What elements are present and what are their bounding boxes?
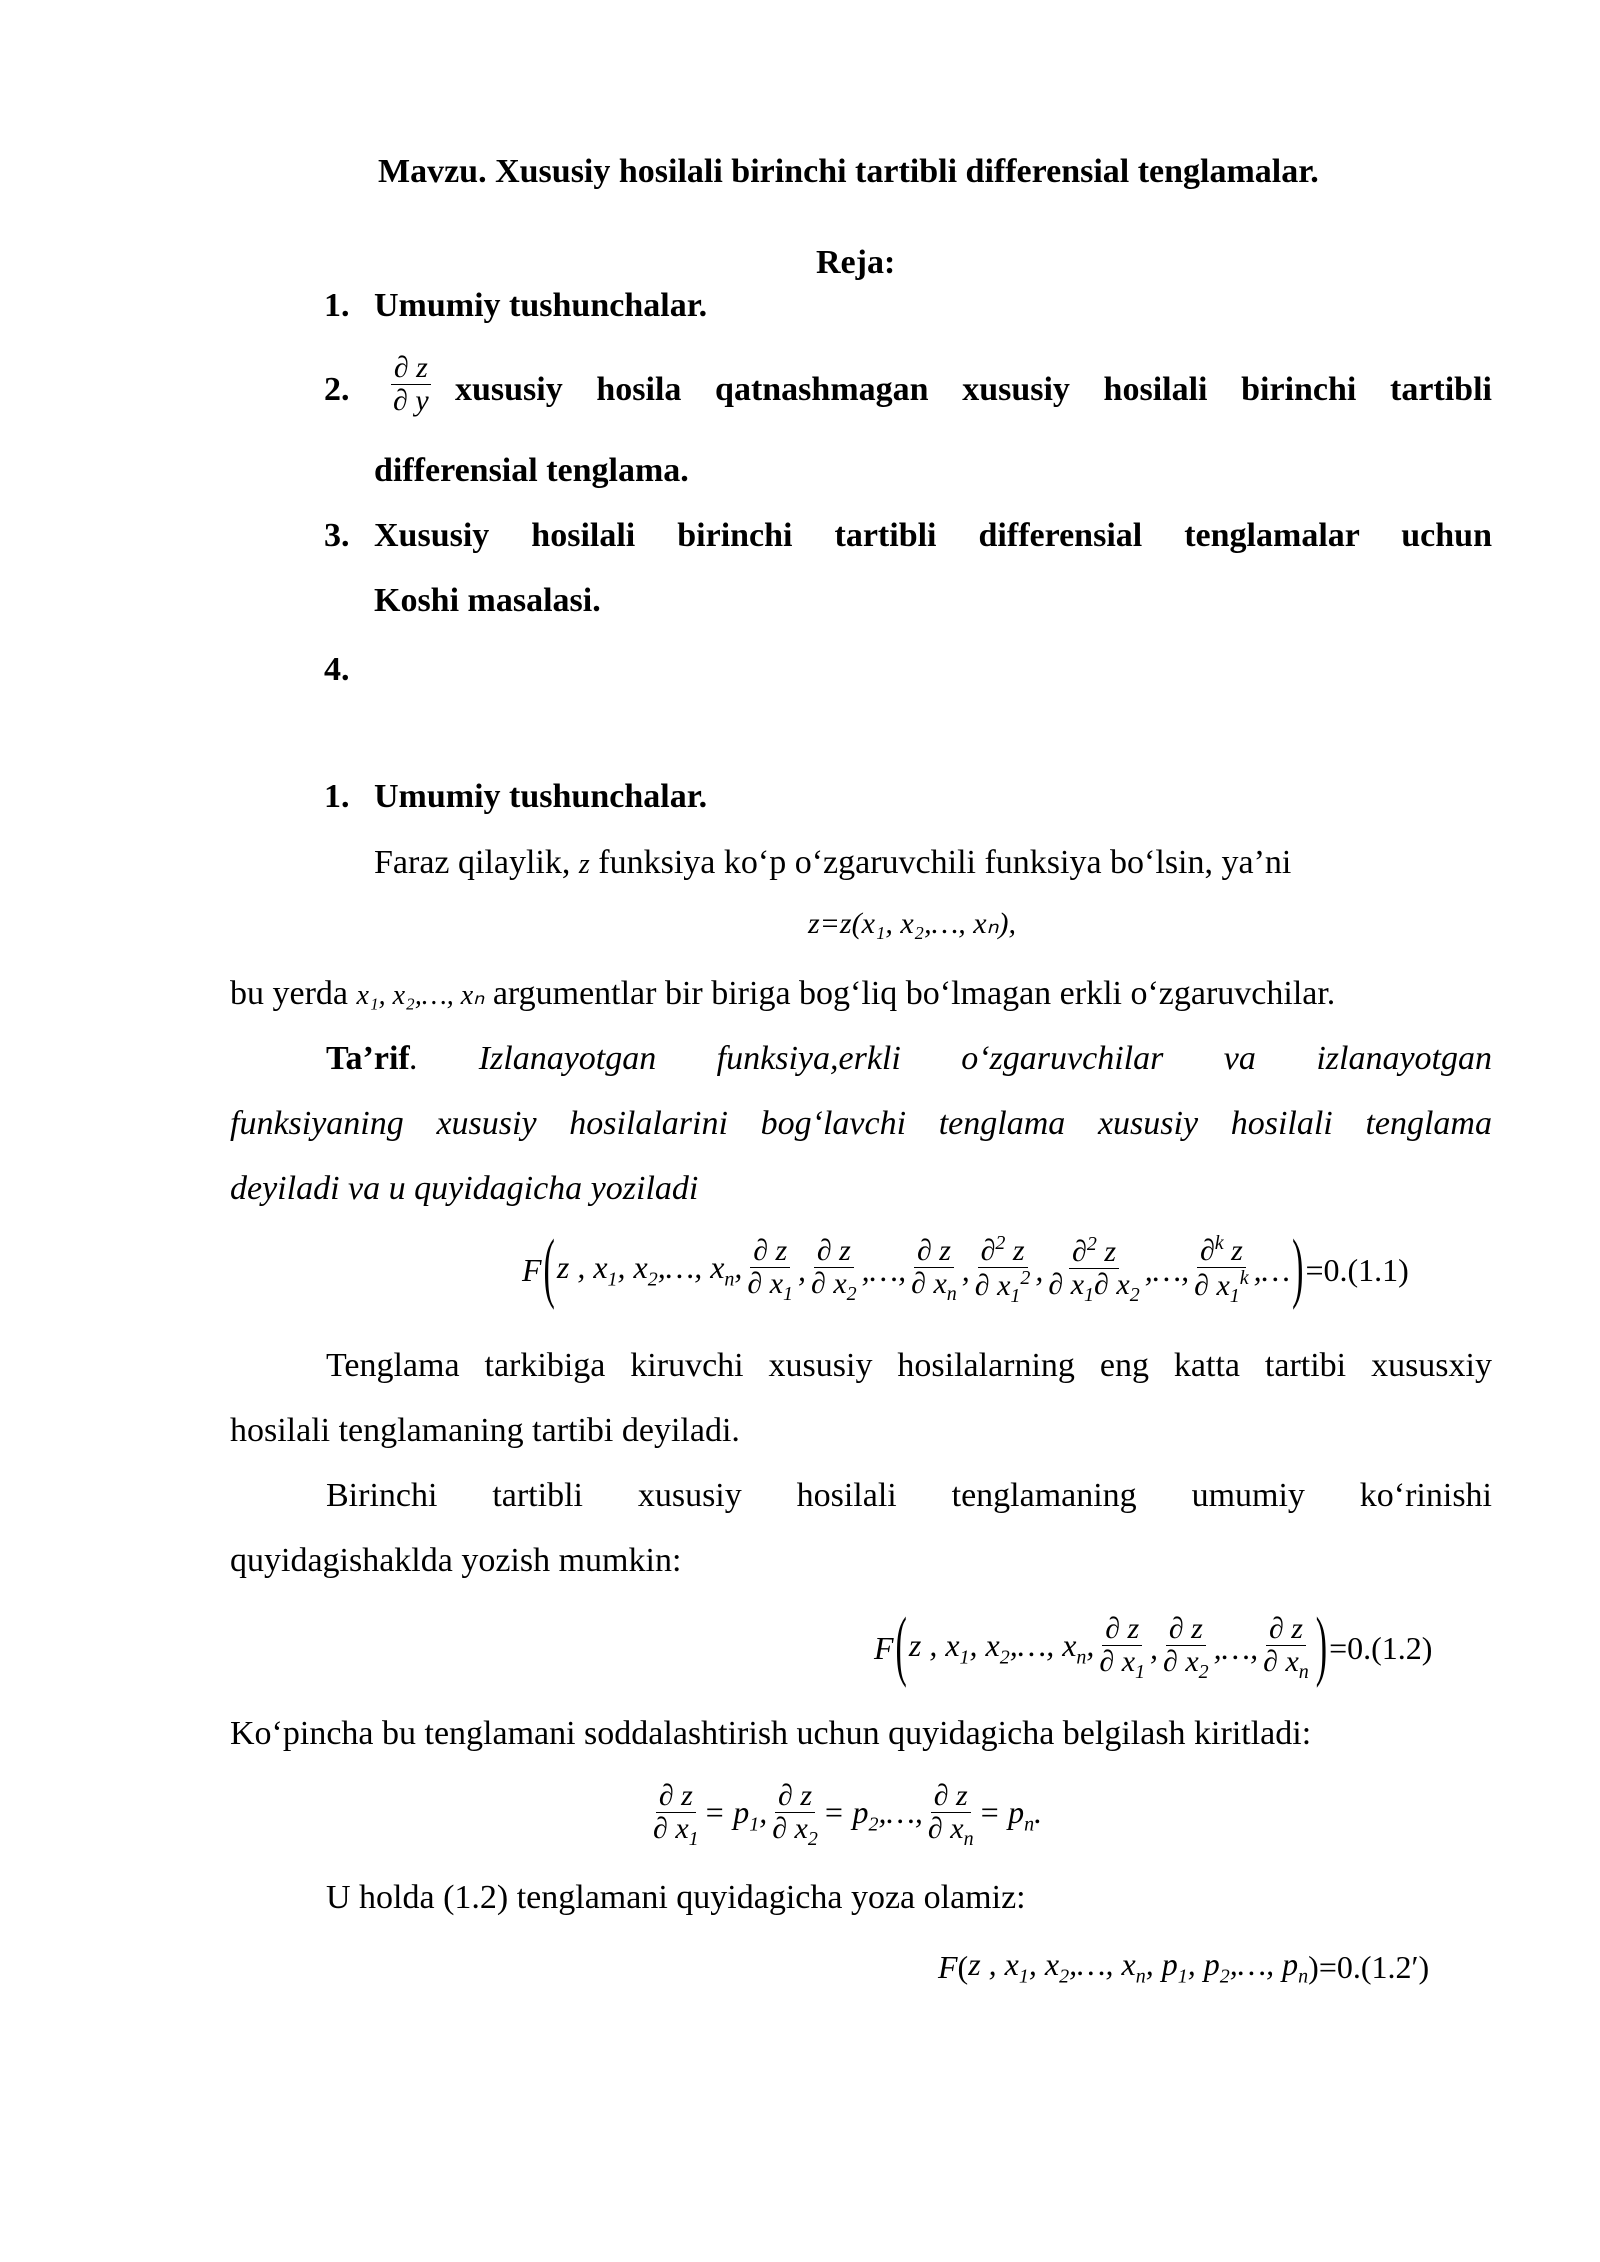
fraction-denominator: ∂ y [393, 383, 429, 417]
formula-z-function: z=z(x₁, x₂,…, xₙ), [808, 907, 1017, 940]
paragraph-1 [374, 843, 1291, 884]
equation-1-1: F ( z , $x_1$, $x_2,\dots$, $x_n$, $\frac{\partial z}{\partial x_1}$ , $\frac{\partial z}{\partial x_2}$ ,…, $\frac{\partial z}{\partial x_n}$ , $\frac{\partial^2 z}{\partial x_1^2}$ , $\frac{\partial^2 z}{\partial x_1\partial x_2}$ ,…, $\frac{\partial^k z}{\partial x_1^k}$ ,… ) =0.(1.1) [522, 1226, 1409, 1312]
section-1-number: 1. [324, 778, 350, 815]
plan-item-2-text: xususiy hosila qatnashmagan xususiy hosilali birinchi tartibli [455, 371, 1492, 408]
variables-list: x₁, x₂,…, xₙ [356, 980, 485, 1011]
plan-item-4-number: 4. [324, 651, 350, 688]
plan-item-3-text: Xususiy hosilali birinchi tartibli differensial tenglamalar uchun [374, 517, 1492, 554]
paragraph-3-line-1: Tenglama tarkibiga kiruvchi xususiy hosilalarning eng katta tartibi xususxiy [326, 1347, 1492, 1384]
paragraph-6: U holda (1.2) tenglamani quyidagicha yoza olamiz: [326, 1879, 1026, 1916]
definition-line-3: deyiladi va u quyidagicha yoziladi [230, 1170, 699, 1207]
paragraph-2-start: bu yerda [230, 975, 349, 1012]
plan-item-1-text: Umumiy tushunchalar. [374, 287, 708, 324]
equation-notation: $\frac{\partial z}{\partial x_1}$ = $p_1$, $\frac{\partial z}{\partial x_2}$ = $p_2,\dots$, $\frac{\partial z}{\partial x_n}$ = $p_n$. [653, 1779, 1043, 1850]
paragraph-4-line-2: quyidagishaklda yozish mumkin: [230, 1542, 682, 1579]
paragraph-5: Ko‘pincha bu tenglamani soddalashtirish uchun quyidagicha belgilash kiritladi: [230, 1715, 1312, 1752]
definition-line-1 [326, 1039, 1492, 1080]
paragraph-1-start: Faraz qilaylik, [374, 844, 571, 881]
plan-item-1-number: 1. [324, 287, 350, 324]
plan-item-2-text-cont: differensial tenglama. [374, 452, 689, 489]
definition-label: Ta’rif [326, 1040, 410, 1077]
plan-item-3-number: 3. [324, 517, 350, 554]
paragraph-3-line-2: hosilali tenglamaning tartibi deyiladi. [230, 1412, 740, 1449]
definition-line-2: funksiyaning xususiy hosilalarini bog‘lavchi tenglama xususiy hosilali tenglama [230, 1105, 1492, 1142]
paragraph-1-end: funksiya ko‘p o‘zgaruvchili funksiya bo‘lsin, ya’ni [598, 844, 1292, 881]
variable-z: z [578, 849, 590, 880]
equation-1-1-label: =0.(1.1) [1305, 1251, 1409, 1288]
partial-z-over-y [388, 352, 434, 416]
paragraph-4-line-1: Birinchi tartibli xususiy hosilali tenglamaning umumiy ko‘rinishi [326, 1477, 1492, 1514]
document-title: Mavzu. Xususiy hosilali birinchi tartibli differensial tenglamalar. [378, 153, 1319, 190]
paragraph-2-end: argumentlar bir biriga bog‘liq bo‘lmagan erkli o‘zgaruvchilar. [492, 975, 1336, 1012]
definition-text-1: . Izlanayotgan funksiya,erkli o‘zgaruvchilar va izlanayotgan [409, 1040, 1492, 1077]
fraction-numerator: ∂ z [391, 352, 431, 385]
plan-item-2-number: 2. [324, 371, 350, 408]
plan-heading: Reja: [816, 244, 896, 281]
section-1-heading: Umumiy tushunchalar. [374, 778, 708, 815]
plan-item-3-text-cont: Koshi masalasi. [374, 582, 601, 619]
equation-1-2-label: =0.(1.2) [1329, 1629, 1433, 1666]
paragraph-2 [230, 974, 1335, 1015]
equation-1-2-prime-label: =0.(1.2′) [1318, 1948, 1430, 1985]
equation-1-2: F ( z , $x_1$, $x_2,\dots$, $x_n$, $\frac{\partial z}{\partial x_1}$ , $\frac{\partial z}{\partial x_2}$ ,…, $\frac{\partial z}{\partial x_n}$ ) =0.(1.2) [874, 1604, 1433, 1690]
equation-1-2-prime: F ( z , $x_1$, $x_2,\dots$, $x_n$, $p_1$, $p_2,\dots$, $p_n$ ) =0.(1.2′) [938, 1945, 1430, 1988]
